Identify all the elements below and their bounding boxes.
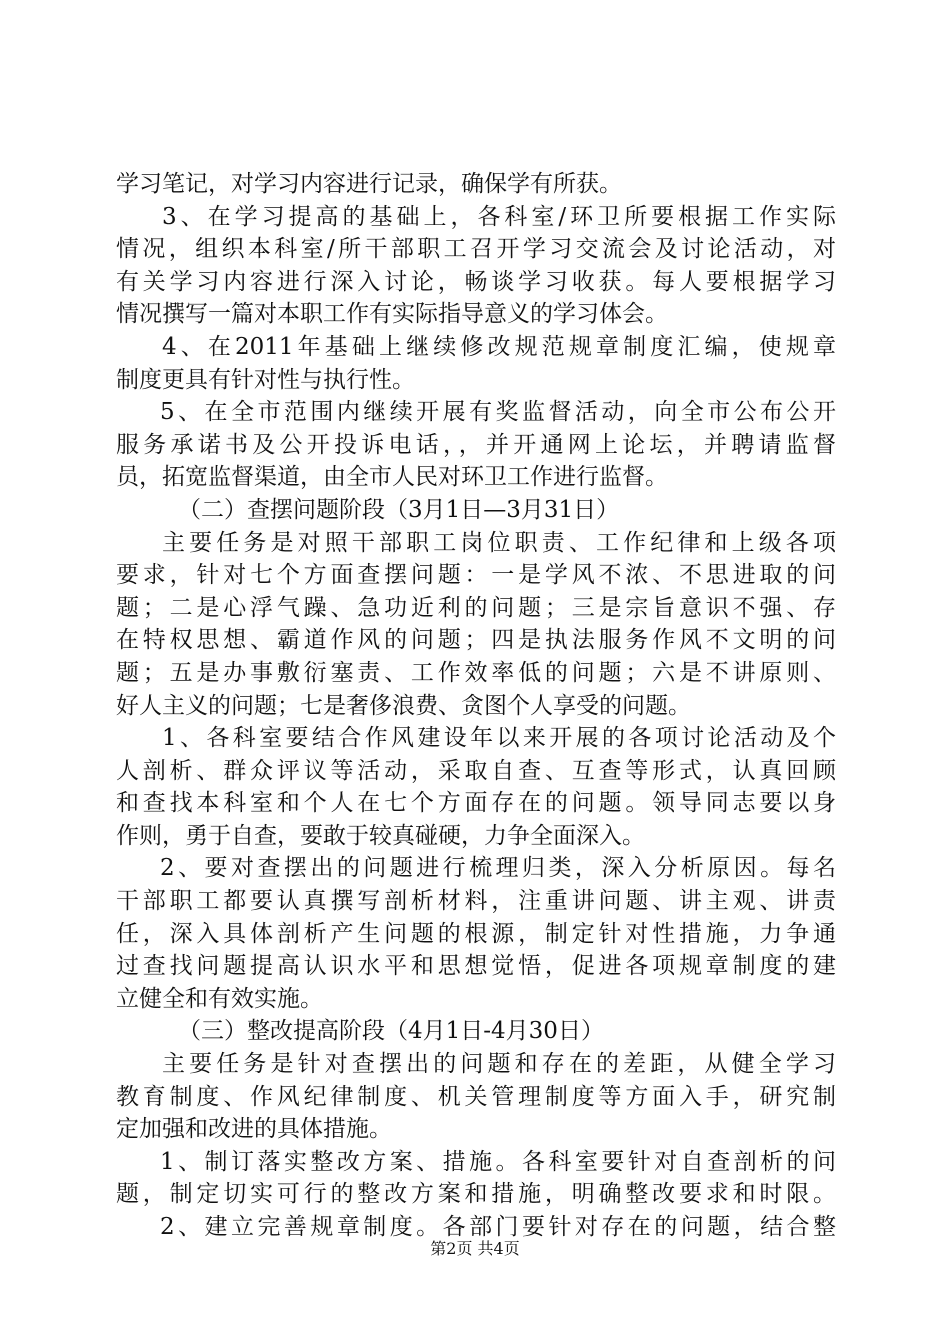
text-line: 员，拓宽监督渠道，由全市人民对环卫工作进行监督。 bbox=[116, 464, 668, 491]
text-line: 作则，勇于自查，要敢于较真碰硬，力争全面深入。 bbox=[116, 822, 645, 849]
text-line: 2、要对查摆出的问题进行梳理归类，深入分析原因。每名 bbox=[160, 855, 836, 882]
text-line: 主要任务是针对查摆出的问题和存在的差距，从健全学习 bbox=[162, 1051, 836, 1078]
text-line: 情况撰写一篇对本职工作有实际指导意义的学习体会。 bbox=[116, 301, 668, 328]
text-line: 和查找本科室和个人在七个方面存在的问题。领导同志要以身 bbox=[116, 790, 836, 817]
text-line: 干部职工都要认真撰写剖析材料，注重讲问题、讲主观、讲责 bbox=[116, 888, 836, 915]
text-line: 制度更具有针对性与执行性。 bbox=[116, 366, 415, 393]
text-line: 情况，组织本科室/所干部职工召开学习交流会及讨论活动，对 bbox=[116, 236, 836, 263]
text-line: （二）查摆问题阶段（3月1日—3月31日） bbox=[178, 496, 620, 523]
text-line: 1、各科室要结合作风建设年以来开展的各项讨论活动及个 bbox=[162, 725, 836, 752]
text-line: 2、建立完善规章制度。各部门要针对存在的问题，结合整 bbox=[160, 1214, 836, 1240]
text-line: （三）整改提高阶段（4月1日-4月30日） bbox=[178, 1018, 604, 1045]
text-line: 人剖析、群众评议等活动，采取自查、互查等形式，认真回顾 bbox=[116, 757, 836, 784]
text-line: 定加强和改进的具体措施。 bbox=[116, 1116, 392, 1143]
text-line: 学习笔记，对学习内容进行记录，确保学有所获。 bbox=[116, 171, 622, 197]
text-line: 服务承诺书及公开投诉电话，，并开通网上论坛，并聘请监督 bbox=[116, 431, 836, 458]
text-line: 题，制定切实可行的整改方案和措施，明确整改要求和时限。 bbox=[116, 1181, 836, 1208]
text-line: 立健全和有效实施。 bbox=[116, 985, 323, 1012]
text-line: 过查找问题提高认识水平和思想觉悟，促进各项规章制度的建 bbox=[116, 953, 836, 980]
text-line: 题；五是办事敷衍塞责、工作效率低的问题；六是不讲原则、 bbox=[116, 659, 836, 686]
text-line: 5、在全市范围内继续开展有奖监督活动，向全市公布公开 bbox=[160, 399, 836, 426]
text-line: 3、在学习提高的基础上，各科室/环卫所要根据工作实际 bbox=[162, 203, 836, 230]
text-line: 1、制订落实整改方案、措施。各科室要针对自查剖析的问 bbox=[160, 1148, 836, 1175]
text-line: 题；二是心浮气躁、急功近利的问题；三是宗旨意识不强、存 bbox=[116, 594, 836, 621]
text-line: 有关学习内容进行深入讨论，畅谈学习收获。每人要根据学习 bbox=[116, 268, 836, 295]
text-line: 教育制度、作风纪律制度、机关管理制度等方面入手，研究制 bbox=[116, 1083, 836, 1110]
text-line: 好人主义的问题；七是奢侈浪费、贪图个人享受的问题。 bbox=[116, 692, 691, 719]
document-body bbox=[116, 168, 836, 1244]
text-line: 在特权思想、霸道作风的问题；四是执法服务作风不文明的问 bbox=[116, 627, 836, 654]
page-footer: 第2页 共4页 bbox=[430, 1239, 520, 1258]
text-line: 要求，针对七个方面查摆问题：一是学风不浓、不思进取的问 bbox=[116, 562, 836, 589]
text-line: 任，深入具体剖析产生问题的根源，制定针对性措施，力争通 bbox=[116, 920, 836, 947]
text-line: 4、在2011年基础上继续修改规范规章制度汇编，使规章 bbox=[162, 333, 836, 360]
text-line: 主要任务是对照干部职工岗位职责、工作纪律和上级各项 bbox=[162, 529, 836, 556]
